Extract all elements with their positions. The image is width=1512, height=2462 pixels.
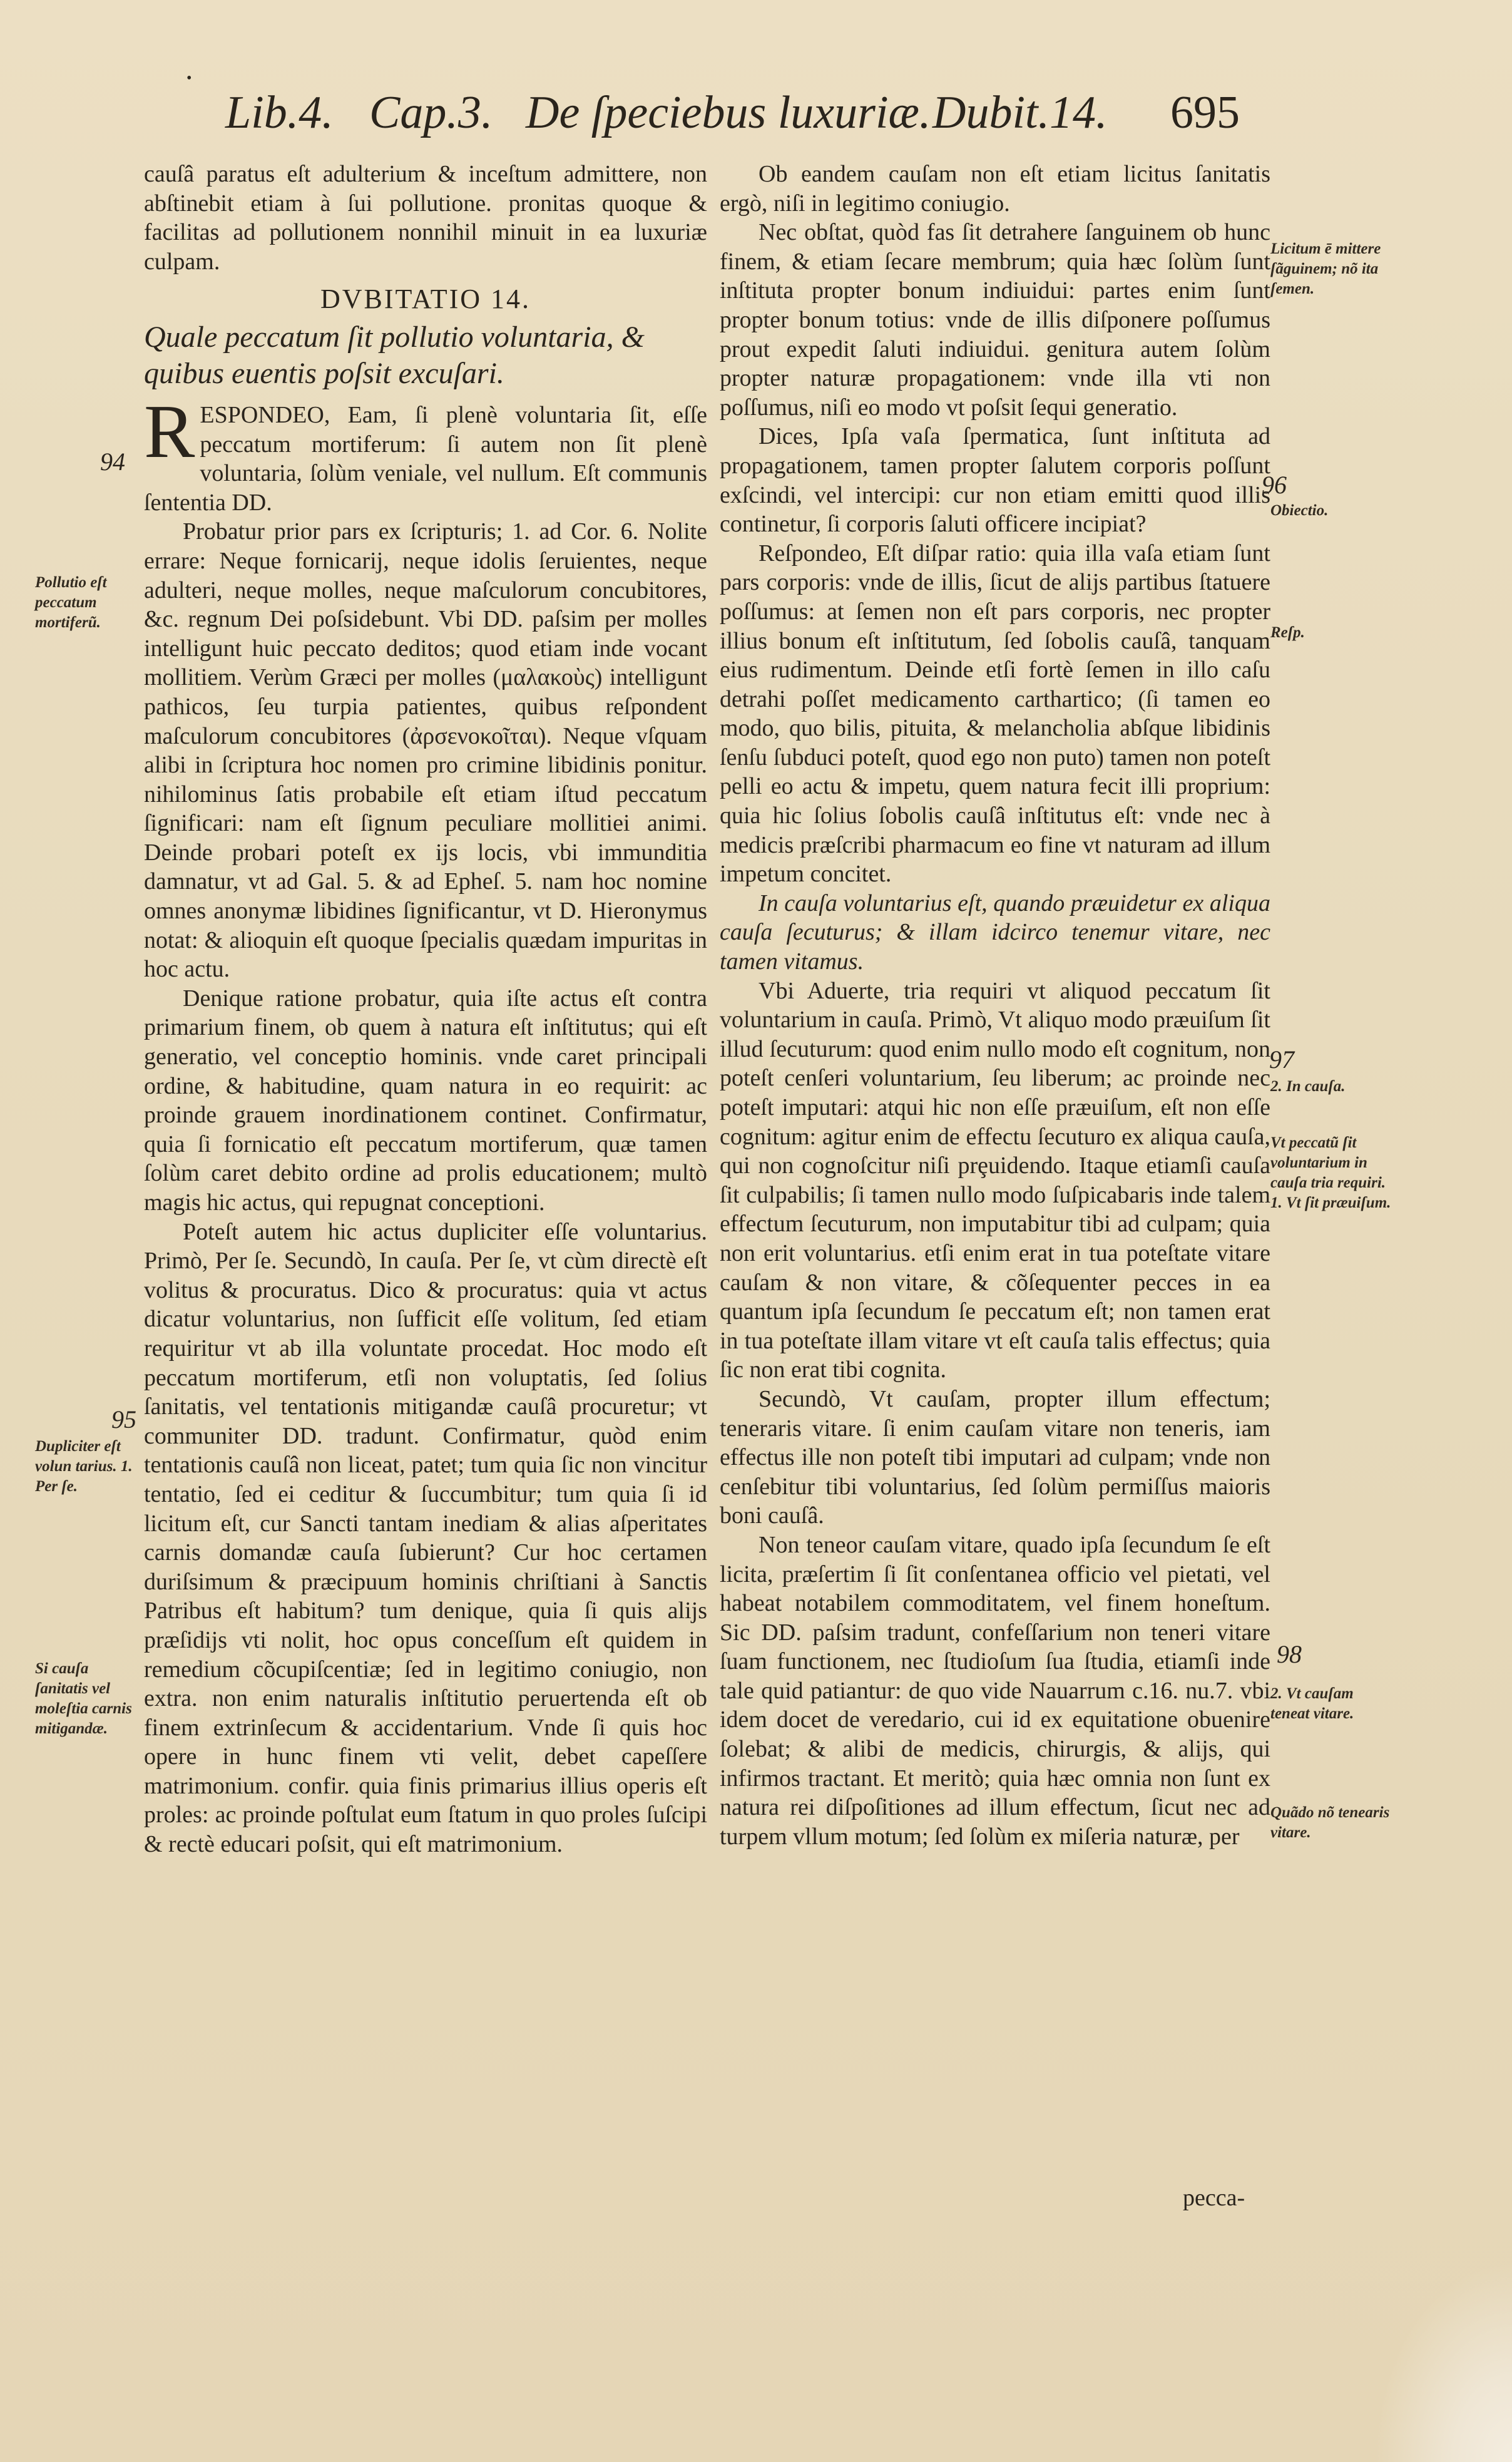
margin-note: Pollutio eſt peccatum mortiferũ. — [35, 574, 107, 631]
paragraph-number: 97 — [1269, 1045, 1294, 1074]
left-column — [144, 160, 707, 1859]
dices-paragraph: Dices, Ipſa vaſa ſpermatica, ſunt inſtituta ad propagationem, tamen propter ſalutem corporis poſſunt exſcindi, vel intercipi: cur non etiam emitti quod illis continetur, ſi corporis ſaluti officere incipiat? — [720, 423, 1270, 538]
header-title: De ſpeciebus luxuriæ. — [526, 87, 931, 138]
margin-note: Quãdo nõ tenearis vitare. — [1270, 1804, 1390, 1841]
margin-note: Dupliciter eſt volun tarius. 1. Per ſe. — [35, 1438, 133, 1495]
margin-note: 2. Vt cauſam teneat vitare. — [1270, 1685, 1354, 1722]
ob-eandem-paragraph: Ob eandem cauſam non eſt etiam licitus ſanitatis ergò, niſi in legitimo coniugio. — [720, 161, 1270, 217]
margin-note: 2. In cauſa. — [1270, 1078, 1346, 1095]
page-corner-shadow — [1374, 2262, 1512, 2462]
ink-mark: • — [186, 70, 192, 86]
header-book: Lib.4. — [225, 87, 334, 138]
margin-note: Vt peccatũ ſit voluntarium in cauſa tria requiri. 1. Vt ſit præuiſum. — [1270, 1134, 1391, 1211]
potest-paragraph: Poteſt autem hic actus dupliciter eſſe voluntarius. Primò, Per ſe. Secundò, In cauſa. Per ſe, vt cùm directè eſt volitus & procuratus. Dico & procuratus: quia vt actus dicatur voluntarius, non ſufficit eſſe volitum, ſed etiam requiritur vt ab illa voluntate procedat. Hoc modo eſt peccatum mortiferum, etſi non voluptatis, ſed ſolius ſanitatis, vel tentationis mitigandæ cauſâ procuretur; vt communiter DD. tradunt. Confirmatur, quòd enim tentationis cauſâ non liceat, patet; tum quia ſic non vincitur tentatio, ſed ei ceditur & ſuccumbitur; tum quia ſi id licitum eſt, cur Sancti tantam inediam & alias aſperitates carnis domandæ cauſa ſubierunt? Cur hoc certamen duriſsimum & præcipuum hominis chriſtiani à Sanctis Patribus eſt habitum? tum denique, quia ſi quis alijs præſidijs vti nolit, hoc opus conceſſum eſt quidem in remedium cõcupiſcentiæ; ſed in legitimo coniugio, non extra. non enim naturalis inſtitutio peruertenda eſt ob finem extrinſecum & accidentarium. Vnde ſi quis hoc opere in hunc finem vti velit, debet capeſſere matrimonium. confir. quia finis primarius illius operis eſt proles: ac proinde poſtulat eum ſtatum in quo proles ſuſcipi & rectè educari poſsit, qui eſt matrimonium. — [144, 1218, 707, 1858]
header-dubit: Dubit.14. — [932, 87, 1108, 138]
probatur-paragraph: Probatur prior pars ex ſcripturis; 1. ad Cor. 6. Nolite errare: Neque fornicarij, neque idolis ſeruientes, neque adulteri, neque molles, neque maſculorum concubitores, &c. regnum Dei poſsidebunt. Vbi DD. paſsim per molles intelligunt huic peccato deditos; quod etiam inde vocant mollitiem. Verùm Græci per molles (μαλακοὺς) intelligunt pathicos, ſeu turpia patientes, quibus reſpondent maſculorum concubitores (ἀρσενοκοῖται). Neque vſquam alibi in ſcriptura hoc nomen pro crimine libidinis ponitur. nihilominus ſatis probabile eſt etiam iſtud peccatum ſignificari: nam eſt ſignum peculiare mollitiei animi. Deinde probari poteſt ex ijs locis, vbi immunditia damnatur, vt ad Gal. 5. & ad Epheſ. 5. nam hoc nomine omnes anonymæ libidines ſignificantur, vt D. Hieronymus notat: & alioquin eſt quoque ſpecialis quædam impuritas in hoc actu. — [144, 518, 707, 983]
denique-paragraph: Denique ratione probatur, quia iſte actus eſt contra primarium finem, ob quem à natura eſt inſtitutus; qui eſt generatio, vel conceptio hominis. vnde caret principali ordine, & habitudine, quam natura in eo requirit: ac proinde grauem inordinationem continet. Confirmatur, quia ſi fornicatio eſt peccatum mortiferum, quæ tamen ſolùm caret debito ordine ad prolis educationem; multò magis hic actus, qui repugnat conceptioni. — [144, 985, 707, 1216]
dubitatio-heading: DVBITATIO 14. — [320, 284, 531, 315]
page-number: 695 — [1170, 87, 1240, 138]
catchword: pecca- — [1183, 2185, 1245, 2211]
margin-note: Reſp. — [1270, 624, 1305, 641]
paragraph-number: 96 — [1262, 471, 1287, 499]
right-column — [720, 160, 1270, 1851]
margin-note: Obiectio. — [1270, 502, 1329, 519]
question-heading: Quale peccatum ſit pollutio voluntaria, & quibus euentis poſsit excuſari. — [144, 320, 645, 390]
respondeo-paragraph: Reſpondeo, Eſt diſpar ratio: quia illa vaſa etiam ſunt pars corporis: vnde de illis, ſicut de alijs partibus ſtatuere poſſumus: at ſemen non eſt pars corporis, nec propter illius bonum eſt inſtitutum, ſed ſobolis cauſâ, tanquam eius rudimentum. Deinde etſi fortè ſemen in illo caſu detrahi poſſet medicamento carthartico; (ſi tamen eo modo, quo bilis, pituita, & melancholia abſque libidinis ſenſu ſubduci poteſt, quod ego non puto) tamen non poteſt pelli eo actu & impetu, quem natura fecit illi proprium: quia hic ſolius ſobolis cauſâ inſtitutus eſt: vnde nec à medicis præſcribi pharmacum eo fine vt naturam ad illum impetum concitet. — [720, 540, 1270, 888]
in-causa-paragraph: In cauſa voluntarius eſt, quando præuidetur ex aliqua cauſa ſecuturus; & illam idcirco tenemur vitare, nec tamen vitamus. — [720, 890, 1270, 975]
paragraph-number: 98 — [1277, 1640, 1302, 1668]
vbi-aduerte-paragraph: Vbi Aduerte, tria requiri vt aliquod peccatum ſit voluntarium in cauſa. Primò, Vt aliquo modo præuiſum ſit illud ſecuturum: quod enim nullo modo eſt cognitum, non poteſt cenſeri voluntarium, ſeu liberum; ac proinde nec poteſt imputari: atqui hic non eſſe præuiſum, eſt non eſſe cognitum: agitur enim de effectu ſecuturo ex aliqua cauſa, qui non cognoſcitur niſi prȩuidendo. Itaque etiamſi cauſa ſit culpabilis; ſi tamen nullo modo ſuſpicabaris inde talem effectum ſecuturum, non imputabitur tibi ad culpam; quia non erit voluntarius. etſi enim erat in tua poteſtate vitare cauſam & non vitare, & cõſequenter pecces in ea quantum ipſa ſecundum ſe peccatum eſt; non tamen erat in tua poteſtate illam vitare vt eſt cauſa talis effectus; quia ſic non erat tibi cognita. — [720, 977, 1270, 1383]
paragraph-number: 94 — [100, 448, 125, 476]
response-paragraph — [144, 389, 707, 517]
drop-cap: R — [144, 389, 195, 474]
secundo-paragraph: Secundò, Vt cauſam, propter illum effectum; teneraris vitare. ſi enim cauſam vitare non teneris, iam effectus ille non poteſt tibi imputari ad culpam; vnde non cenſebitur tibi voluntarius, ſed ſolùm permiſſus maioris boni cauſâ. — [720, 1385, 1270, 1529]
nec-obstat-paragraph: Nec obſtat, quòd fas ſit detrahere ſanguinem ob hunc finem, & etiam ſecare membrum; quia hæc ſolùm ſunt inſtituta propter bonum indiuidui: partes enim ſunt propter bonum totius: vnde de illis diſponere poſſumus prout expedit ſaluti indiuidui. genitura autem ſolùm propter naturæ propagationem: vnde illa vti non poſſumus, niſi eo modo vt poſsit ſequi generatio. — [720, 219, 1270, 421]
response-text: ESPONDEO, Eam, ſi plenè voluntaria ſit, eſſe peccatum mortiferum: ſi autem non ſit plenè voluntaria, ſolùm veniale, vel nullum. Eſt communis ſententia DD. — [144, 401, 707, 516]
running-header — [225, 81, 1289, 144]
margin-note: Licitum ē mittere ſãguinem; nõ ita ſemen. — [1270, 240, 1381, 297]
header-chapter: Cap.3. — [369, 87, 493, 138]
paragraph-number: 95 — [111, 1405, 136, 1434]
margin-note: Si cauſa ſanitatis vel moleſtia carnis mitigandæ. — [35, 1660, 132, 1737]
non-teneor-paragraph: Non teneor cauſam vitare, quado ipſa ſecundum ſe eſt licita, præſertim ſi ſit conſentanea officio vel pietati, vel habeat notabilem commoditatem, vel finem honeſtum. Sic DD. paſsim tradunt, confeſſarium non teneri vitare ſuam functionem, nec ſtudioſum ſua ſtudia, etiamſi inde tale quid patiantur: de quo vide Nauarrum c.16. nu.7. vbi idem docet de veredario, cui id ex equitatione obuenire ſolebat; & alibi de medicis, chirurgis, & alijs, qui infirmos tractant. Et meritò; quia hæc omnia non ſunt ex natura rei diſpoſitiones ad illum effectum, ſicut nec ad turpem vllum motum; ſed ſolùm ex miſeria naturæ, per — [720, 1531, 1270, 1850]
intro-paragraph: cauſâ paratus eſt adulterium & inceſtum admittere, non abſtinebit etiam à ſui pollutione. pronitas quoque & facilitas ad pollutionem nonnihil minuit in ea luxuriæ culpam. — [144, 161, 707, 275]
